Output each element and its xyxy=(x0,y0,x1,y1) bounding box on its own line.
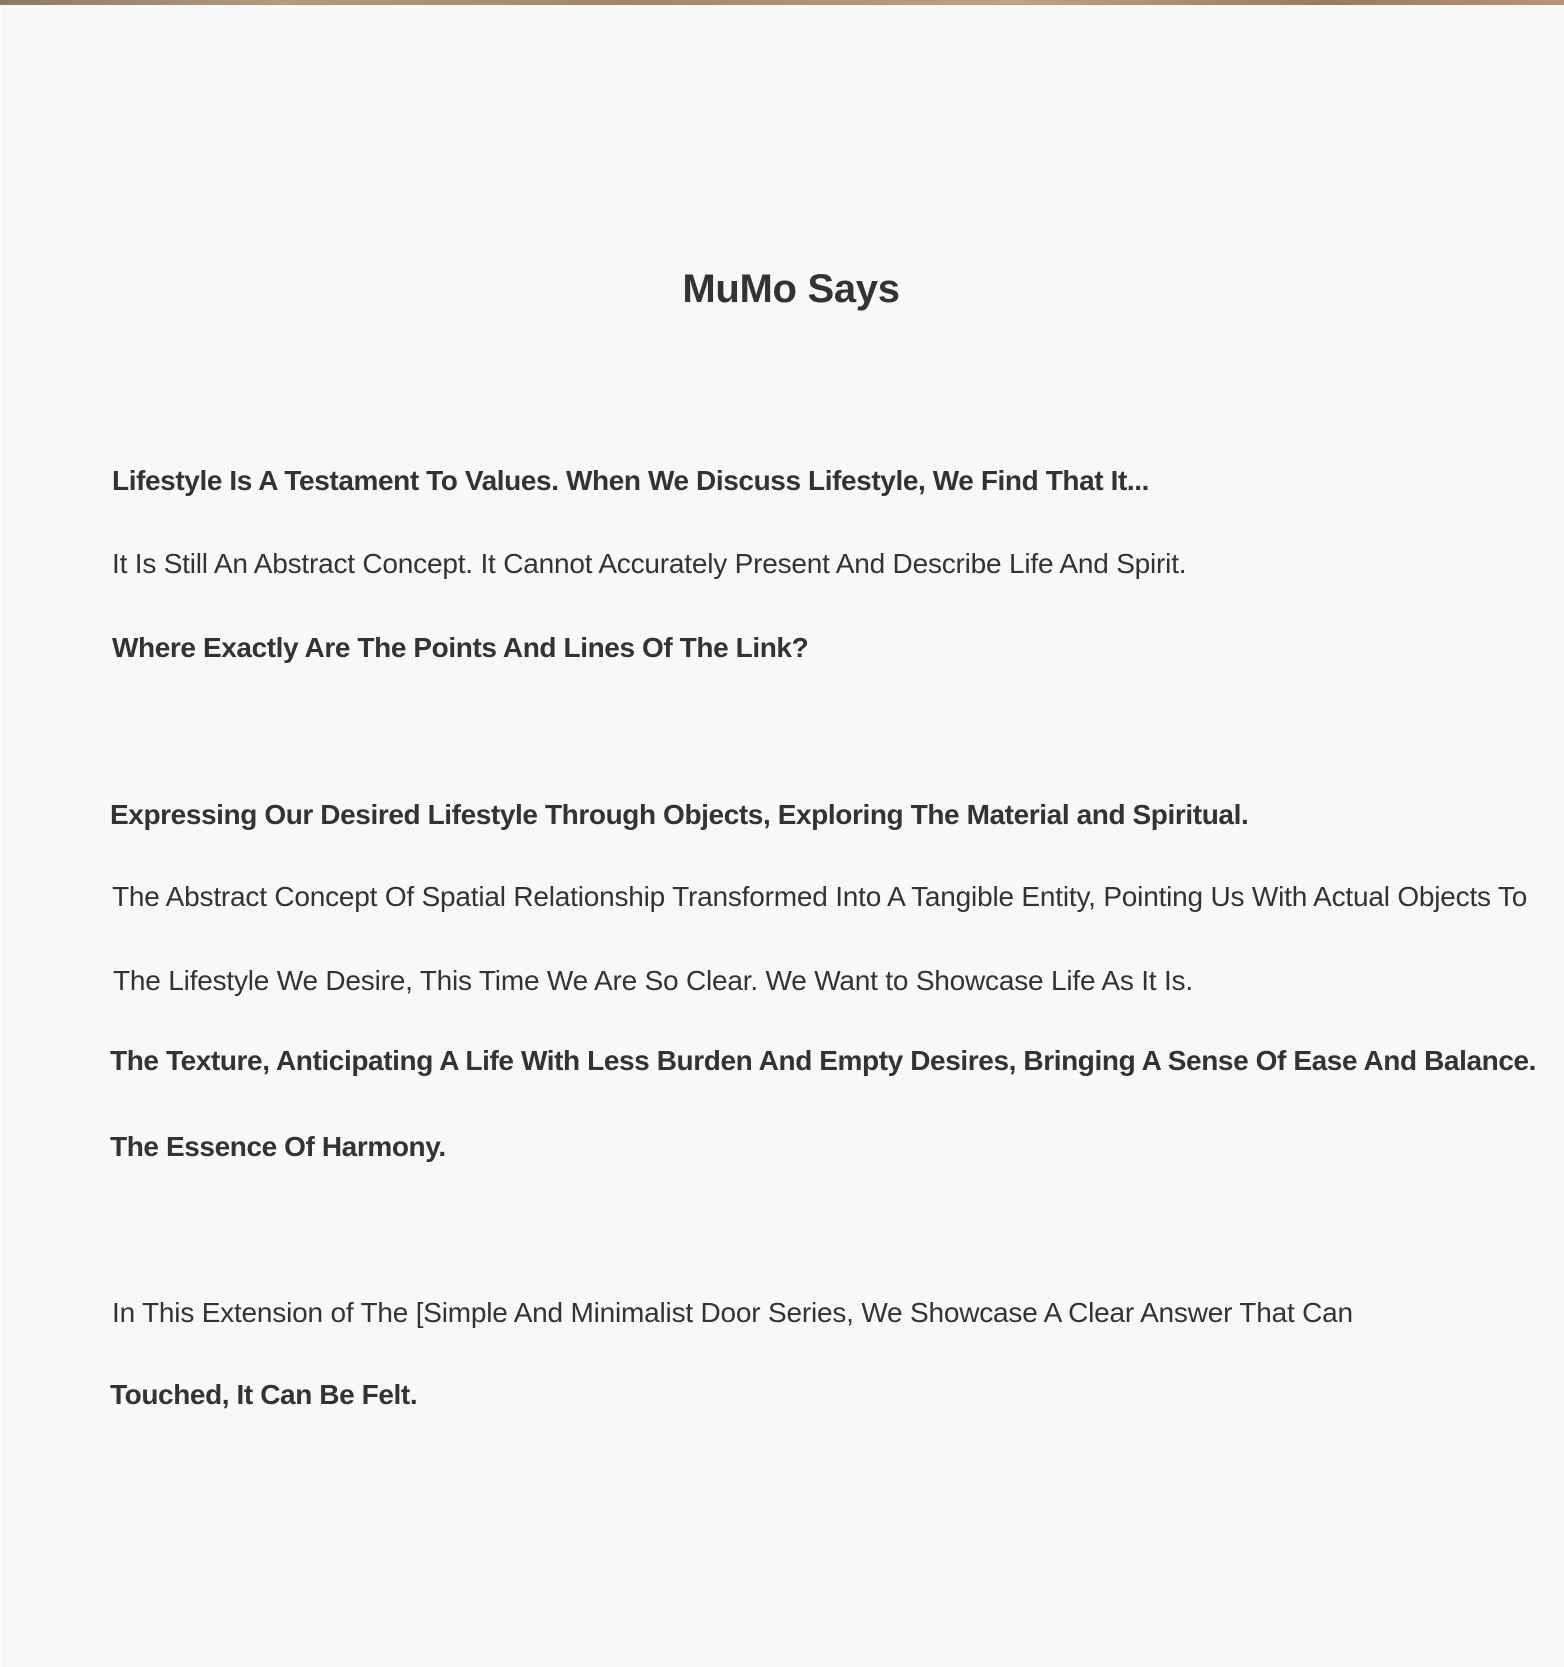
content-panel xyxy=(1,5,1564,1667)
paragraph-line: Lifestyle Is A Testament To Values. When We Discuss Lifestyle, We Find That It... xyxy=(112,465,1150,496)
paragraph-line: The Abstract Concept Of Spatial Relationship Transformed Into A Tangible Entity, Pointing Us With Actual Objects To xyxy=(112,881,1528,912)
paragraph-line: The Texture, Anticipating A Life With Less Burden And Empty Desires, Bringing A Sense Of Ease And Balance. xyxy=(110,1045,1537,1076)
paragraph-line: The Essence Of Harmony. xyxy=(110,1131,446,1162)
paragraph-line: Touched, It Can Be Felt. xyxy=(110,1379,418,1410)
page-title: MuMo Says xyxy=(682,267,900,311)
paragraph-line: Expressing Our Desired Lifestyle Through Objects, Exploring The Material and Spiritual. xyxy=(110,799,1249,830)
paragraph-line: Where Exactly Are The Points And Lines Of The Link? xyxy=(112,632,809,663)
paragraph-line: In This Extension of The [Simple And Minimalist Door Series, We Showcase A Clear Answer That Can xyxy=(112,1297,1353,1328)
paragraph-line: It Is Still An Abstract Concept. It Cannot Accurately Present And Describe Life And Spirit. xyxy=(112,548,1187,579)
paragraph-line: The Lifestyle We Desire, This Time We Are So Clear. We Want to Showcase Life As It Is. xyxy=(113,965,1193,996)
